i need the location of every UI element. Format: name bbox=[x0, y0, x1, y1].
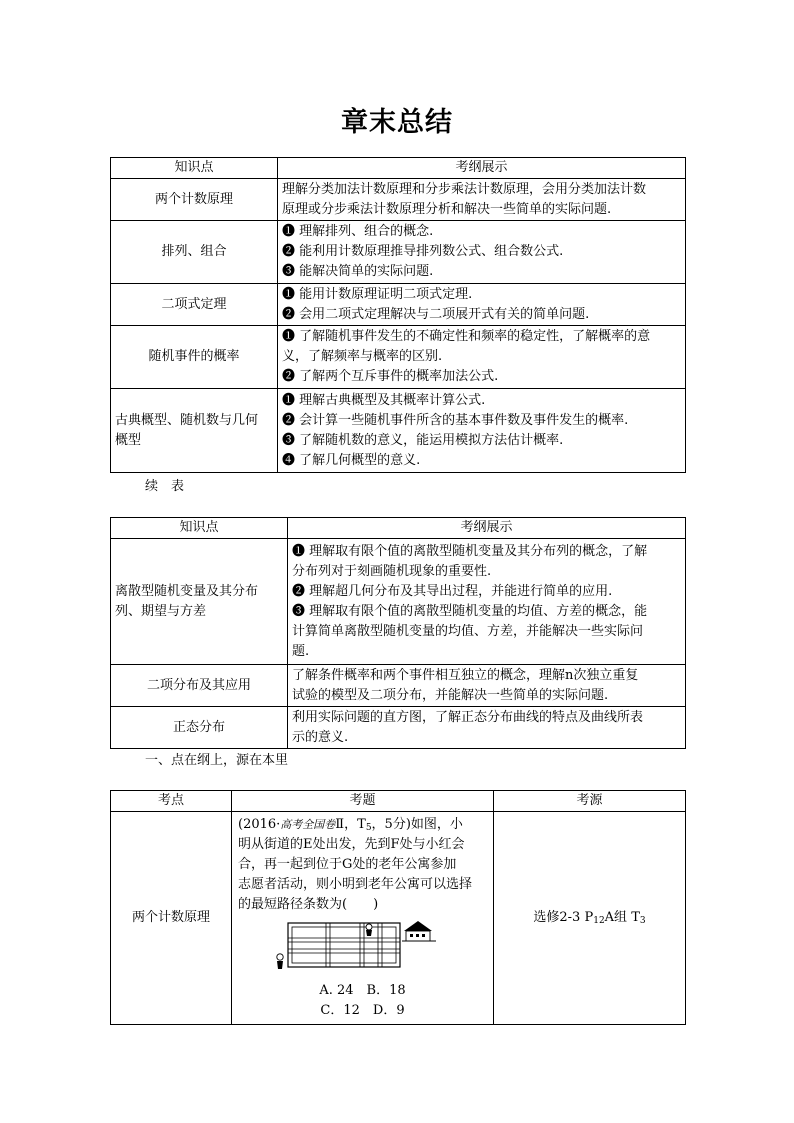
syllabus-line: 计算简单离散型随机变量的均值、方差，并能解决一些实际问 bbox=[292, 623, 644, 639]
syllabus-table-2 bbox=[110, 517, 686, 749]
syllabus-line: ❶ 理解取有限个值的离散型随机变量及其分布列的概念，了解 bbox=[292, 543, 648, 559]
topic-line: 古典概型、随机数与几何 bbox=[115, 412, 259, 428]
syllabus-line: 了解条件概率和两个事件相互独立的概念，理解n次独立重复 bbox=[292, 667, 639, 683]
syllabus-cell bbox=[278, 179, 686, 221]
topic-cell bbox=[111, 539, 288, 665]
syllabus-cell bbox=[288, 707, 686, 749]
topic-line: 离散型随机变量及其分布 bbox=[115, 583, 259, 599]
source-cell: 选修2-3 $P_{12}A$组 $T_3$ bbox=[494, 812, 686, 1025]
question-line: 的最短路径条数为( ) bbox=[238, 897, 379, 912]
table-row bbox=[111, 389, 686, 473]
header-syllabus: 考纲展示 bbox=[278, 158, 686, 179]
table-row bbox=[111, 707, 686, 749]
syllabus-line: 题. bbox=[292, 643, 310, 659]
syllabus-table-1 bbox=[110, 157, 686, 473]
page-title: 章末总结 bbox=[341, 107, 453, 138]
syllabus-line: ❷ 会计算一些随机事件所含的基本事件数及事件发生的概率. bbox=[282, 412, 629, 428]
syllabus-line: 示的意义. bbox=[292, 729, 349, 745]
person-e-icon bbox=[277, 954, 283, 969]
exam-source-name: 高考全国卷 bbox=[280, 818, 336, 831]
header-exam-point: 考点 bbox=[111, 791, 232, 812]
syllabus-line: ❶ 理解古典概型及其概率计算公式. bbox=[282, 392, 486, 408]
topic-cell: 排列、组合 bbox=[111, 221, 278, 284]
question-line: 志愿者活动，则小明到老年公寓可以选择 bbox=[238, 877, 473, 892]
table-row bbox=[111, 812, 686, 1025]
person-f-icon bbox=[366, 924, 372, 936]
syllabus-cell bbox=[278, 284, 686, 326]
header-exam-source: 考源 bbox=[494, 791, 686, 812]
syllabus-line: 义，了解频率与概率的区别. bbox=[282, 349, 443, 364]
syllabus-cell bbox=[288, 665, 686, 707]
table-row bbox=[111, 326, 686, 389]
syllabus-cell bbox=[288, 539, 686, 665]
table-row bbox=[111, 221, 686, 284]
syllabus-line: ❷ 理解超几何分布及其导出过程，并能进行简单的应用. bbox=[292, 583, 613, 599]
question-first-line: (2016·高考全国卷Ⅱ，$T_5$，5分)如图，小 bbox=[238, 817, 463, 833]
syllabus-line: ❷ 能利用计数原理推导排列数公式、组合数公式. bbox=[282, 244, 564, 259]
syllabus-line: ❷ 了解两个互斥事件的概率加法公式. bbox=[282, 369, 499, 384]
topic-line: 概型 bbox=[115, 432, 142, 448]
topic-cell: 二项分布及其应用 bbox=[111, 665, 288, 707]
choice-line: A. 24 B．18 bbox=[319, 983, 406, 998]
syllabus-line: ❹ 了解几何概型的意义. bbox=[282, 452, 421, 468]
topic-line: 列、期望与方差 bbox=[115, 603, 207, 619]
topic-cell: 正态分布 bbox=[111, 707, 288, 749]
question-line: 合，再一起到位于G处的老年公寓参加 bbox=[238, 857, 457, 872]
syllabus-cell bbox=[278, 326, 686, 389]
topic-cell: 两个计数原理 bbox=[111, 812, 232, 1025]
syllabus-line: ❷ 会用二项式定理解决与二项展开式有关的简单问题. bbox=[282, 306, 590, 322]
question-cell bbox=[232, 812, 494, 1025]
header-exam-question: 考题 bbox=[232, 791, 494, 812]
syllabus-cell bbox=[278, 221, 686, 284]
syllabus-line: ❶ 了解随机事件发生的不确定性和频率的稳定性，了解概率的意 bbox=[282, 329, 651, 344]
syllabus-line: ❸ 了解随机数的意义，能运用模拟方法估计概率. bbox=[282, 432, 564, 448]
topic-cell: 随机事件的概率 bbox=[111, 326, 278, 389]
table-row bbox=[111, 665, 686, 707]
table-row bbox=[111, 179, 686, 221]
syllabus-line: ❶ 能用计数原理证明二项式定理. bbox=[282, 286, 473, 302]
syllabus-cell bbox=[278, 389, 686, 473]
syllabus-line: 试验的模型及二项分布，并能解决一些简单的实际问题. bbox=[292, 687, 609, 703]
syllabus-line: ❸ 理解取有限个值的离散型随机变量的均值、方差的概念，能 bbox=[292, 603, 648, 619]
continued-label: 续 表 bbox=[145, 479, 185, 494]
topic-cell: 二项式定理 bbox=[111, 284, 278, 326]
topic-cell: 两个计数原理 bbox=[111, 179, 278, 221]
street-grid-figure bbox=[266, 919, 456, 979]
syllabus-line: ❸ 能解决简单的实际问题. bbox=[282, 264, 434, 279]
syllabus-line: ❶ 理解排列、组合的概念. bbox=[282, 224, 434, 239]
syllabus-line: 分布列对于刻画随机现象的重要性. bbox=[292, 563, 492, 579]
table-row bbox=[111, 284, 686, 326]
topic-cell bbox=[111, 389, 278, 473]
syllabus-line: 利用实际问题的直方图，了解正态分布曲线的特点及曲线所表 bbox=[292, 709, 644, 725]
header-knowledge-point: 知识点 bbox=[111, 158, 278, 179]
syllabus-line: 理解分类加法计数原理和分步乘法计数原理，会用分类加法计数 bbox=[282, 181, 647, 197]
exam-source-table bbox=[110, 790, 686, 1025]
syllabus-line: 原理或分步乘法计数原理分析和解决一些简单的实际问题. bbox=[282, 201, 612, 217]
choice-line: C．12 D．9 bbox=[320, 1003, 405, 1018]
section-heading: 一、点在纲上，源在本里 bbox=[145, 753, 289, 768]
apartment-g-icon bbox=[402, 921, 436, 941]
table-row bbox=[111, 539, 686, 665]
question-line: 明从街道的E处出发，先到F处与小红会 bbox=[238, 837, 465, 852]
header-syllabus: 考纲展示 bbox=[288, 518, 686, 539]
header-knowledge-point: 知识点 bbox=[111, 518, 288, 539]
